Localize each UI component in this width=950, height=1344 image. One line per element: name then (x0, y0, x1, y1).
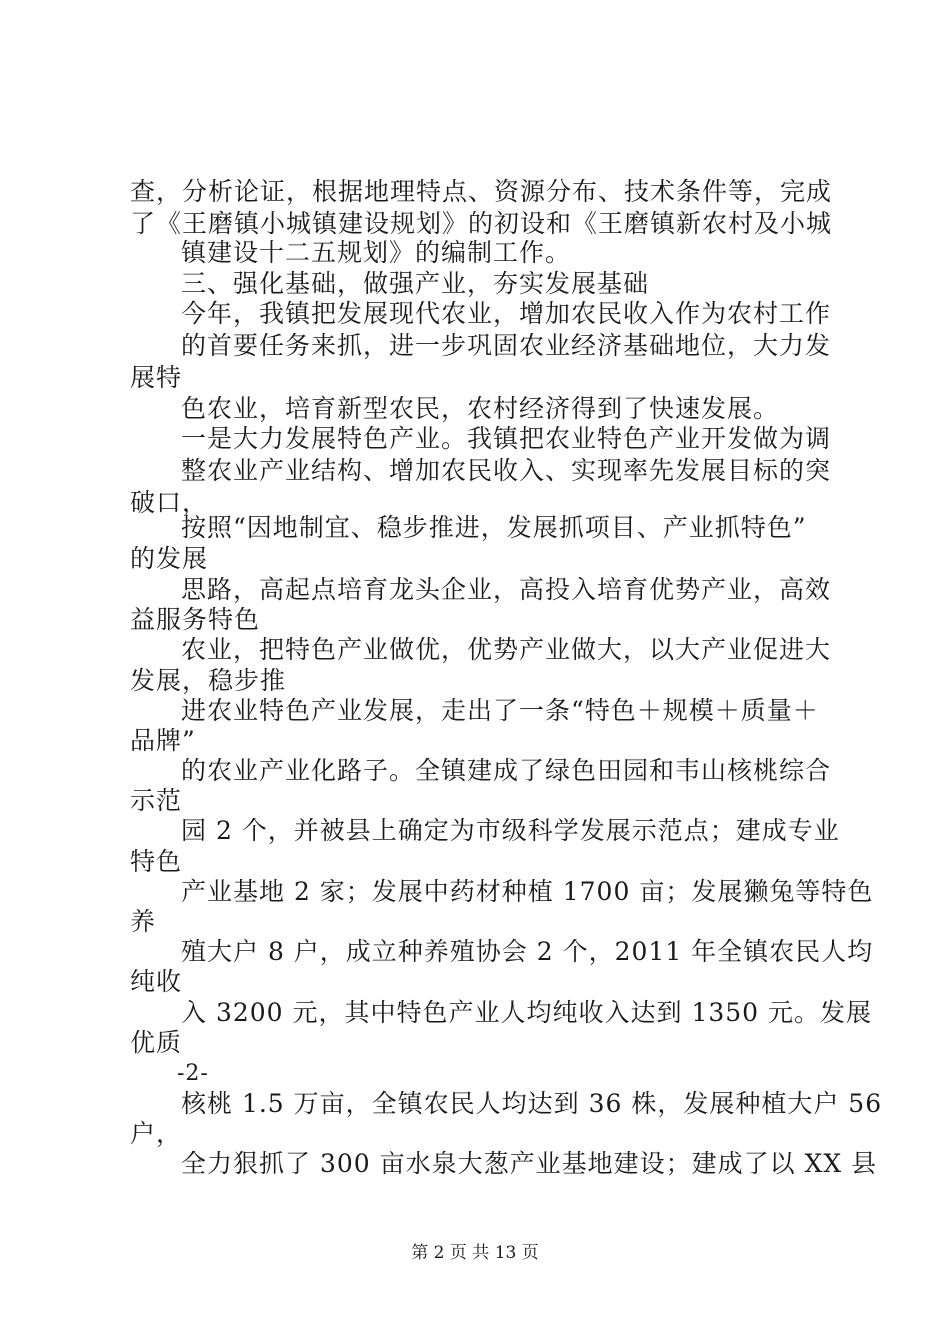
text-line: 进农业特色产业发展，走出了一条“特色＋规模＋质量＋ (181, 696, 819, 725)
text-line: 园 2 个，并被县上确定为市级科学发展示范点；建成专业 (181, 816, 840, 845)
text-line: 优质 (130, 1028, 183, 1057)
text-line: 发展，稳步推 (130, 666, 287, 695)
text-line: 按照“因地制宜、稳步推进，发展抓项目、产业抓特色” (181, 513, 807, 542)
section-heading: 三、强化基础，做强产业，夯实发展基础 (181, 269, 650, 298)
text-line: 特色 (130, 847, 183, 876)
text-line: 查，分析论证，根据地理特点、资源分布、技术条件等，完成 (130, 177, 833, 206)
text-line: 的发展 (130, 544, 209, 573)
text-line: 全力狠抓了 300 亩水泉大葱产业基地建设；建成了以 XX 县 (181, 1149, 878, 1178)
text-line: 今年，我镇把发展现代农业，增加农民收入作为农村工作 (181, 299, 832, 328)
text-line: 纯收 (130, 967, 183, 996)
text-line: 色农业，培育新型农民，农村经济得到了快速发展。 (181, 394, 780, 423)
text-line: 思路，高起点培育龙头企业，高投入培育优势产业，高效 (181, 575, 832, 604)
text-line: 一是大力发展特色产业。我镇把农业特色产业开发做为调 (181, 424, 832, 453)
text-line: 破口， (130, 488, 209, 517)
text-line: 镇建设十二五规划》的编制工作。 (181, 238, 572, 267)
text-line: 产业基地 2 家；发展中药材种植 1700 亩；发展獭兔等特色 (181, 877, 874, 906)
text-line: 示范 (130, 786, 183, 815)
text-line: 整农业产业结构、增加农民收入、实现率先发展目标的突 (181, 456, 832, 485)
text-line: 农业，把特色产业做优，优势产业做大，以大产业促进大 (181, 635, 832, 664)
text-line: 养 (130, 907, 157, 936)
text-line: 户， (130, 1119, 183, 1148)
text-line: 了《王磨镇小城镇建设规划》的初设和《王磨镇新农村及小城 (130, 209, 833, 238)
text-line: 的首要任务来抓，进一步巩固农业经济基础地位，大力发 (181, 331, 832, 360)
page-footer: 第 2 页 共 13 页 (411, 1243, 539, 1263)
text-line: 殖大户 8 户，成立种养殖协会 2 个，2011 年全镇农民人均 (181, 937, 874, 966)
text-line: 的农业产业化路子。全镇建成了绿色田园和韦山核桃综合 (181, 756, 832, 785)
text-line: 益服务特色 (130, 605, 261, 634)
text-line: 品牌” (130, 726, 196, 755)
text-line: 核桃 1.5 万亩，全镇农民人均达到 36 株，发展种植大户 56 (181, 1089, 883, 1118)
text-line: 入 3200 元，其中特色产业人均纯收入达到 1350 元。发展 (181, 998, 873, 1027)
inline-page-number: -2- (177, 1061, 209, 1086)
text-line: 展特 (130, 363, 183, 392)
